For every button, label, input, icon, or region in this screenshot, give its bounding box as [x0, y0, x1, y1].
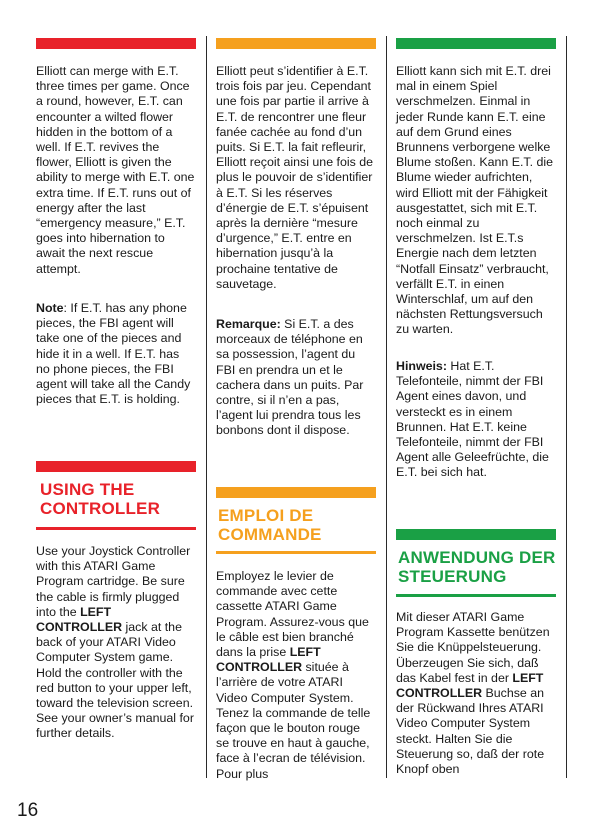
english-controller-text: Use your Joystick Controller with this ATARI Game Program cartridge. Be sure the cable is firmly plugged into the LEFT CONTROLLER jack at the back of your ATARI Video Computer System game. Hold the controller with the red button to your upper left, toward the television screen. See your owner’s manual for further details.: [36, 544, 194, 741]
french-controller-text: Employez le levier de commande avec cette cassette ATARI Game Program. Assurez-vous que le câble est bien branché dans la prise LEFT CONTROLLER située à l’arrière de votre ATARI Video Computer System. Tenez la commande de telle façon que le bouton rouge se trouve en haut à gauche, face à l’ecran de télévision. Pour plus: [216, 569, 371, 781]
section-bar-german: [396, 529, 556, 540]
section-heading-german: ANWENDUNG DER STEUERUNG: [398, 548, 556, 586]
section-bar-english: [36, 461, 196, 472]
english-paragraph: Elliott can merge with E.T. three times per game. Once a round, however, E.T. can encounter a wilted flower hidden in the bottom of a well. If E.T. revives the flower, Elliott is given the ability to merge with E.T. one extra time. If E.T. runs out of energy after the last “emergency measure,” E.T. goes into hibernation to await the next rescue attempt.: [36, 64, 195, 276]
note-label: Note: [36, 301, 64, 315]
german-note: [396, 359, 558, 481]
left-controller-label: LEFT CONTROLLER: [396, 670, 544, 701]
french-note: [216, 317, 376, 439]
left-controller-label: LEFT CONTROLLER: [36, 604, 123, 635]
english-note: [36, 301, 196, 407]
section-heading-english: USING THE CONTROLLER: [40, 480, 161, 518]
note-text: : If E.T. has any phone pieces, the FBI agent will take one of the pieces and hide it in a well. If E.T. has no phone pieces, the FBI agent will take all the Candy pieces that E.T. is holding.: [36, 301, 191, 407]
column-divider: [206, 36, 207, 778]
note-text: Hat E.T. Telefonteile, nimmt der FBI Agent eines davon, und versteckt es in einem Brunnen. Hat E.T. keine Telefonteile, nimmt der FBI Agent alle Geleefrüchte, die E.T. bei sich hat.: [396, 359, 549, 480]
left-controller-label: LEFT CONTROLLER: [216, 645, 321, 675]
note-text: Si E.T. a des morceaux de téléphone en sa possession, l’agent du FBI en prendra un et le cachera dans un puits. Par contre, si il n’en a pas, l’agent lui prendra tous les bonbons dont il dispose.: [216, 317, 364, 438]
french-paragraph: Elliott peut s’identifier à E.T. trois fois par jeu. Cependant une fois par partie il arrive à E.T. de rencontrer une fleur fanée cachée au fond d’un puits. Si E.T. la fait refleurir, Elliott reçoit ainsi une fois de plus le pouvoir de s’identifier à E.T. Si les réserves d’énergie de E.T. s’épuisent après la dernière “mesure d’urgence,” E.T. entre en hibernation jusqu’à la prochaine tentative de sauvetage.: [216, 64, 374, 291]
heading-underline-english: [36, 527, 196, 530]
column-divider: [386, 36, 387, 778]
heading-underline-french: [216, 551, 376, 554]
heading-underline-german: [396, 594, 556, 597]
column-divider: [566, 36, 567, 778]
top-bar-french: [216, 38, 376, 49]
german-controller-text: Mit dieser ATARI Game Program Kassette benützen Sie die Knüppelsteuerung. Überzeugen Sie sich, daß das Kabel fest in der LEFT CONTROLLER Buchse an der Rückwand Ihres ATARI Video Computer System steckt. Halten Sie die Steuerung so, daß der rote Knopf oben: [396, 610, 550, 777]
top-bar-english: [36, 38, 196, 49]
note-label: Remarque:: [216, 317, 281, 331]
note-label: Hinweis:: [396, 359, 447, 373]
top-bar-german: [396, 38, 556, 49]
page-number: 16: [17, 800, 39, 821]
german-paragraph: Elliott kann sich mit E.T. drei mal in einem Spiel verschmelzen. Einmal in jeder Runde kann E.T. eine auf dem Grund eines Brunnens verborgene welke Blume stoßen. Kann E.T. die Blume wieder aufrichten, wird Elliott mit der Fähigkeit ausgestattet, sich mit E.T. noch einmal zu verschmelzen. Ist E.T.s Energie nach dem letzten “Notfall Einsatz” verbraucht, verfällt E.T. in einen Winterschlaf, um auf den nächsten Rettungsversuch zu warten.: [396, 64, 554, 337]
section-bar-french: [216, 487, 376, 498]
section-heading-french: EMPLOI DE COMMANDE: [218, 506, 322, 544]
